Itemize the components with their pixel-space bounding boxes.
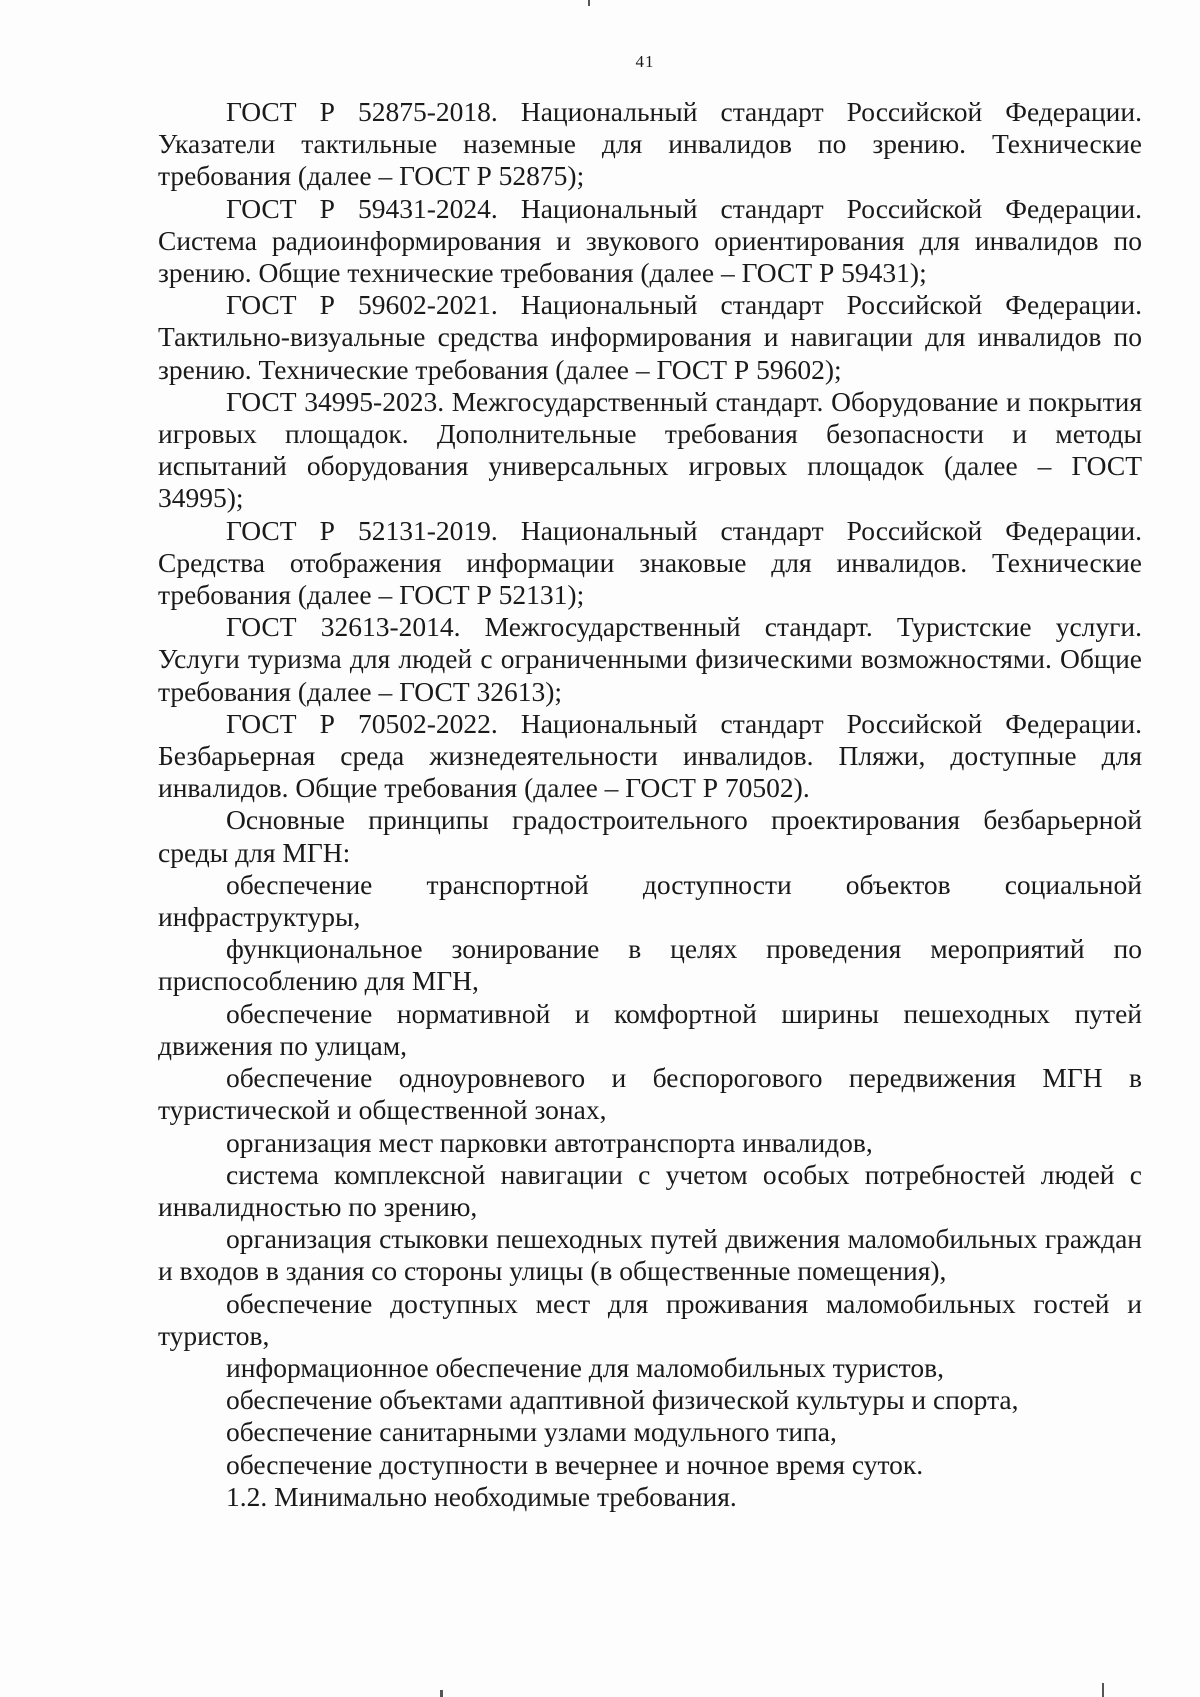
list-item: обеспечение доступности в вечернее и ночное время суток.: [226, 1448, 924, 1480]
paragraph-gost-70502: ГОСТ Р 70502-2022. Национальный стандарт Российской Федерации. Безбарьерная среда жизнедеятельности инвалидов. Пляжи, доступные для инвалидов. Общие требования (далее – ГОСТ Р 70502).: [158, 707, 1142, 804]
list-item: обеспечение объектами адаптивной физической культуры и спорта,: [226, 1384, 1019, 1416]
section-heading-1-2: 1.2. Минимально необходимые требования.: [226, 1480, 737, 1512]
paragraph-gost-52875: ГОСТ Р 52875-2018. Национальный стандарт Российской Федерации. Указатели тактильные наземные для инвалидов по зрению. Технические требования (далее – ГОСТ Р 52875);: [158, 96, 1142, 192]
list-item: обеспечение доступных мест для проживания маломобильных гостей и туристов,: [158, 1287, 1142, 1351]
scan-artifact-bottom-left: [440, 1690, 443, 1697]
paragraph-gost-59431: ГОСТ Р 59431-2024. Национальный стандарт Российской Федерации. Система радиоинформирования и звукового ориентирования для инвалидов по зрению. Общие технические требования (далее – ГОСТ Р 59431);: [158, 192, 1142, 289]
paragraph-gost-34995: ГОСТ 34995-2023. Межгосударственный стандарт. Оборудование и покрытия игровых площадок. Дополнительные требования безопасности и методы испытаний оборудования универсальных игровых площадок (далее – ГОСТ 34995);: [158, 385, 1142, 514]
list-item: обеспечение одноуровневого и беспорогового передвижения МГН в туристической и общественной зонах,: [158, 1062, 1142, 1126]
list-item: функциональное зонирование в целях проведения мероприятий по приспособлению для МГН,: [158, 933, 1142, 997]
page-number: 41: [635, 52, 655, 71]
list-item: обеспечение транспортной доступности объектов социальной инфраструктуры,: [158, 868, 1142, 933]
paragraph-gost-52131: ГОСТ Р 52131-2019. Национальный стандарт Российской Федерации. Средства отображения информации знаковые для инвалидов. Технические требования (далее – ГОСТ Р 52131);: [158, 514, 1142, 611]
paragraph-gost-59602: ГОСТ Р 59602-2021. Национальный стандарт Российской Федерации. Тактильно-визуальные средства информирования и навигации для инвалидов по зрению. Технические требования (далее – ГОСТ Р 59602);: [158, 289, 1142, 385]
list-item: обеспечение нормативной и комфортной ширины пешеходных путей движения по улицам,: [158, 997, 1142, 1061]
list-item: система комплексной навигации с учетом особых потребностей людей с инвалидностью по зрению,: [158, 1158, 1142, 1222]
scan-artifact-bottom-right: [1102, 1683, 1104, 1697]
list-item: организация мест парковки автотранспорта инвалидов,: [226, 1126, 873, 1158]
list-item: организация стыковки пешеходных путей движения маломобильных граждан и входов в здания со стороны улицы (в общественные помещения),: [158, 1223, 1142, 1287]
paragraph-principles-intro: Основные принципы градостроительного проектирования безбарьерной среды для МГН:: [158, 804, 1142, 868]
list-item: обеспечение санитарными узлами модульного типа,: [226, 1416, 837, 1448]
list-item: информационное обеспечение для маломобильных туристов,: [226, 1351, 944, 1383]
scan-artifact-top: [588, 0, 590, 6]
paragraph-gost-32613: ГОСТ 32613-2014. Межгосударственный стандарт. Туристские услуги. Услуги туризма для людей с ограниченными физическими возможностями. Общие требования (далее – ГОСТ 32613);: [158, 611, 1142, 707]
document-body: [158, 96, 1142, 1513]
